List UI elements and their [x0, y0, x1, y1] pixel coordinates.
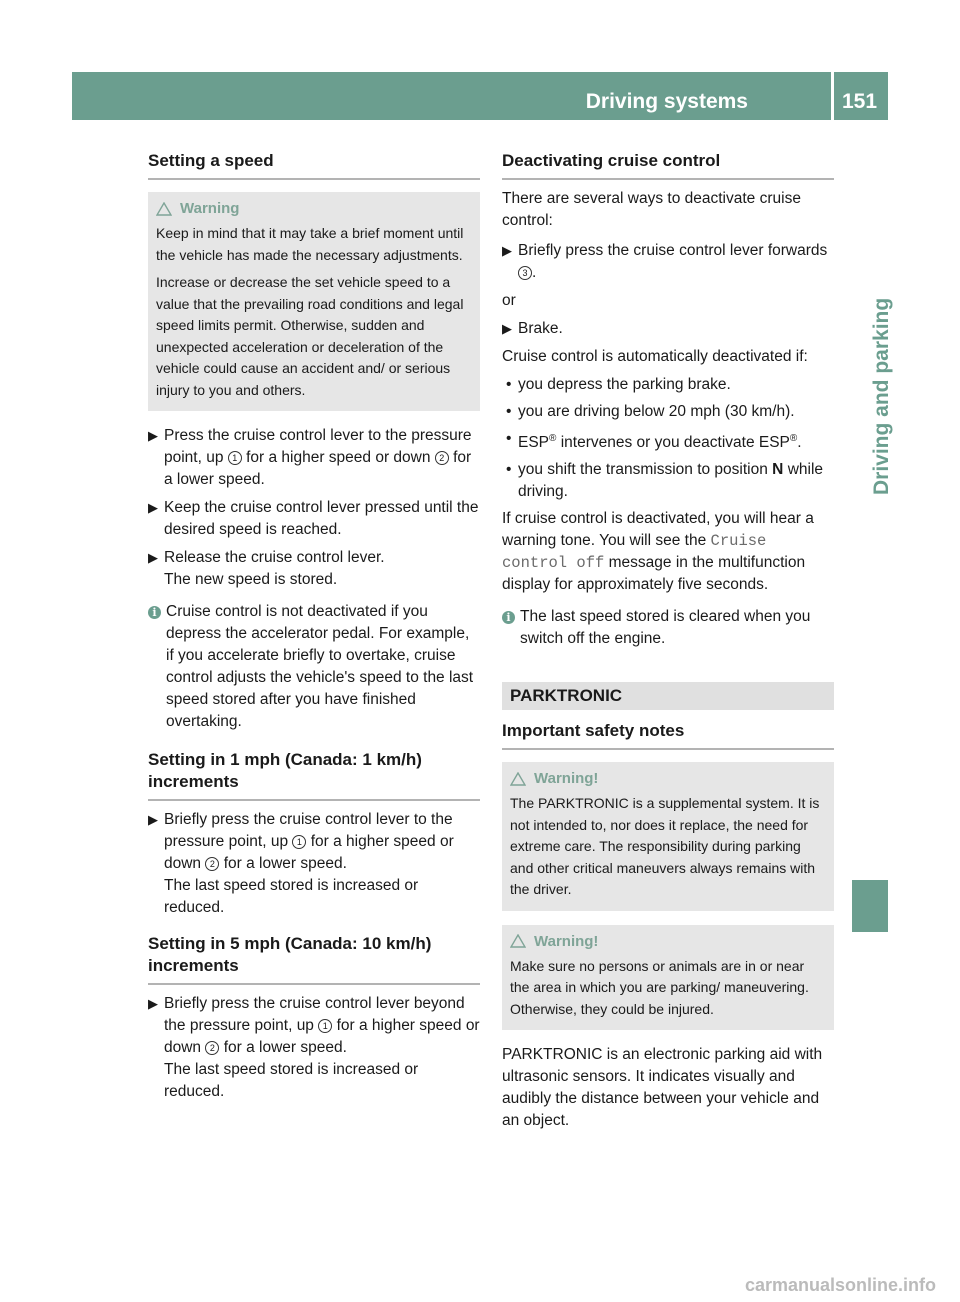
header-bar — [72, 72, 888, 120]
marker-1-icon: 1 — [318, 1019, 332, 1033]
warning-label: Warning — [180, 200, 240, 217]
bullet-item: • you shift the transmission to position N while driving. — [506, 461, 824, 501]
step — [502, 318, 834, 340]
warning-header — [156, 200, 472, 217]
step — [148, 809, 480, 919]
warning-icon — [510, 772, 526, 786]
step-arrow-icon: ▶ — [148, 500, 158, 515]
marker-3-icon: 3 — [518, 266, 532, 280]
warning-text: The PARKTRONIC is a supplemental system. It is not intended to, nor does it replace, the need for extreme care. The responsibility during parking and other critical maneuvers always remains with the driver. — [510, 795, 820, 898]
step — [148, 497, 480, 541]
paragraph: PARKTRONIC is an electronic parking aid with ultrasonic sensors. It indicates visually and audibly the distance between your vehicle and an object. — [502, 1046, 823, 1130]
paragraph: Cruise control is automatically deactivated if: — [502, 348, 808, 365]
warning-icon — [510, 934, 526, 948]
info-note — [148, 601, 480, 733]
step-arrow-icon: ▶ — [502, 321, 512, 336]
step-text: Keep the cruise control lever pressed until the desired speed is reached. — [164, 499, 479, 538]
paragraph: If cruise control is deactivated, you will hear a warning tone. You will see the Cruise control off message in the multifunction display for approximately five seconds. — [502, 510, 814, 594]
info-icon: i — [502, 611, 515, 624]
warning-text: Keep in mind that it may take a brief moment until the vehicle has made the necessary adjustments. — [156, 225, 464, 263]
step-text: Brake. — [518, 320, 563, 337]
heading-safety: Important safety notes — [502, 720, 834, 750]
heading-1mph: Setting in 1 mph (Canada: 1 km/h) increments — [148, 749, 480, 801]
marker-1-icon: 1 — [292, 835, 306, 849]
step-text: Briefly press the cruise control lever forwards 3 . — [518, 242, 828, 281]
bullet-item: • you are driving below 20 mph (30 km/h). — [506, 403, 795, 420]
step — [148, 547, 480, 591]
left-column — [148, 150, 480, 1109]
info-text: The last speed stored is cleared when you switch off the engine. — [520, 608, 811, 648]
display-message: Cruise control off — [502, 532, 767, 573]
step — [148, 993, 480, 1103]
step-text: Briefly press the cruise control lever to the pressure point, up 1 for a higher speed or down 2 for a lower speed. The last speed stored is increased or reduced. — [164, 811, 454, 916]
step-text: Briefly press the cruise control lever beyond the pressure point, up 1 for a higher speed or down 2 for a lower speed. The last speed stored is increased or reduced. — [164, 995, 480, 1100]
warning-label: Warning! — [534, 770, 599, 788]
section-title: PARKTRONIC — [502, 682, 834, 710]
header-title: Driving systems — [585, 90, 748, 113]
paragraph: There are several ways to deactivate cruise control: — [502, 190, 801, 229]
warning-box — [502, 762, 834, 911]
step-arrow-icon: ▶ — [148, 550, 158, 565]
heading-5mph: Setting in 5 mph (Canada: 10 km/h) increments — [148, 933, 480, 985]
marker-2-icon: 2 — [435, 451, 449, 465]
warning-header — [510, 770, 826, 787]
paragraph-or: or — [502, 292, 516, 309]
watermark: carmanualsonline.info — [744, 1275, 936, 1295]
info-icon: i — [148, 606, 161, 619]
bullet-item: • ESP® intervenes or you deactivate ESP®. — [506, 430, 802, 452]
step-arrow-icon: ▶ — [148, 996, 158, 1011]
step-text: Press the cruise control lever to the pressure point, up 1 for a higher speed or down 2 for a lower speed. — [164, 427, 472, 488]
info-text: Cruise control is not deactivated if you depress the accelerator pedal. For example, if you accelerate briefly to overtake, cruise control adjusts the vehicle's speed to the last speed stored after you have finished overtaking. — [166, 603, 474, 730]
step-text: Release the cruise control lever. The new speed is stored. — [164, 549, 385, 588]
step — [502, 240, 834, 284]
step-arrow-icon: ▶ — [148, 428, 158, 443]
warning-box — [148, 192, 480, 411]
heading-deactivating: Deactivating cruise control — [502, 150, 834, 180]
info-note — [502, 606, 834, 650]
side-tab — [852, 240, 893, 530]
page-number: 151 — [842, 90, 878, 113]
step-arrow-icon: ▶ — [148, 812, 158, 827]
marker-1-icon: 1 — [228, 451, 242, 465]
warning-text: Make sure no persons or animals are in or near the area in which you are parking/ maneuvering. Otherwise, they could be injured. — [510, 957, 809, 1017]
warning-icon — [156, 202, 172, 216]
step-arrow-icon: ▶ — [502, 243, 512, 258]
header-separator — [831, 72, 834, 120]
bullet-item: • you depress the parking brake. — [506, 376, 731, 393]
right-column — [502, 150, 834, 1132]
warning-label: Warning! — [534, 932, 599, 950]
heading-setting-speed: Setting a speed — [148, 150, 480, 180]
side-tab-label: Driving and parking — [870, 297, 893, 495]
warning-header — [510, 933, 826, 950]
marker-2-icon: 2 — [205, 1041, 219, 1055]
warning-text: Increase or decrease the set vehicle speed to a value that the prevailing road conditions and legal speed limits permit. Otherwise, sudden and unexpected acceleration or deceleration of the vehicle could cause an accident and/ or serious injury to you and others. — [156, 274, 464, 398]
step — [148, 425, 480, 491]
marker-2-icon: 2 — [205, 857, 219, 871]
warning-box — [502, 925, 834, 1031]
side-block — [852, 880, 888, 932]
